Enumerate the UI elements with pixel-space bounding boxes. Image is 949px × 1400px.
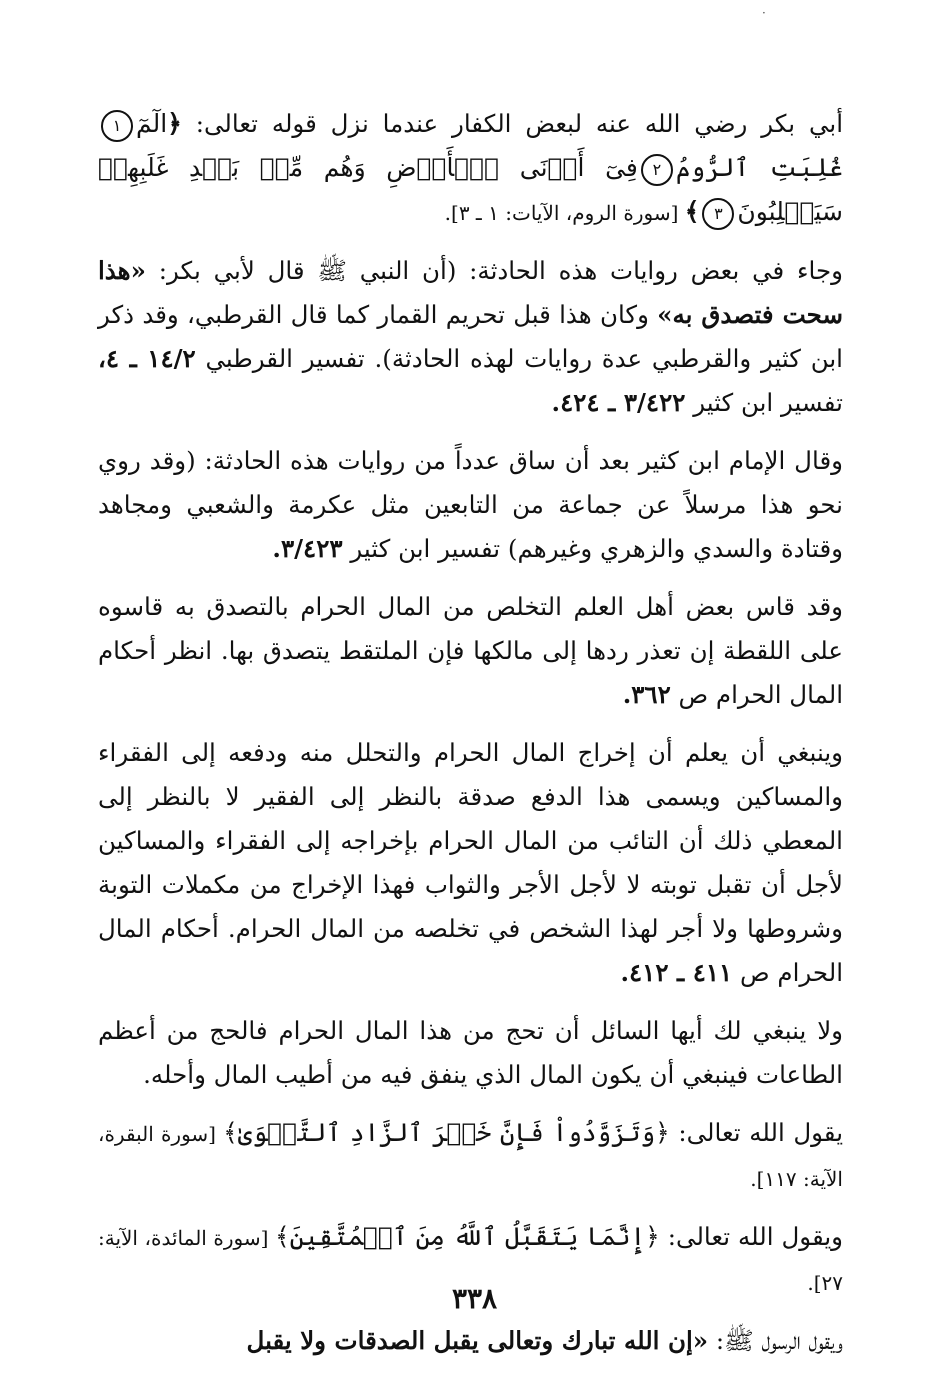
text: يقول الله تعالى:: [669, 1118, 844, 1147]
citation: ٣/٤٢٢ ـ ٤٢٤.: [551, 388, 686, 417]
citation: ١٤/٢ ـ ٤،: [98, 344, 196, 373]
paragraph-3: [98, 439, 843, 571]
ayah-number-mark: ١: [101, 110, 133, 142]
text: ويقول الرسول ﷺ:: [708, 1326, 843, 1355]
paragraph-6: [98, 1009, 843, 1097]
citation: ٣٦٢.: [622, 680, 671, 709]
text: ولا ينبغي لك أيها السائل أن تحج من هذا المال الحرام فالحج من أعظم الطاعات فينبغي أن يكون المال الذي ينفق فيه من أطيب المال وأحله.: [98, 1016, 843, 1089]
paragraph-5: [98, 731, 843, 995]
quran-text: فِىٓ أَدۡنَى ٱلۡأَرۡضِ وَهُم مِّنۢ بَعۡدِ غَلَبِهِمۡ سَيَغۡلِبُونَ: [98, 153, 843, 226]
paragraph-7: [98, 1111, 843, 1201]
hadith-quote: «إن الله تبارك وتعالى يقبل الصدقات ولا يقبل: [246, 1326, 709, 1355]
hadith-quote: «هذا سحت فتصدق به»: [98, 256, 843, 329]
paragraph-1: [98, 102, 843, 235]
text: وقد قاس بعض أهل العلم التخلص من المال الحرام بالتصدق به قاسوه على اللقطة إن تعذر ردها إلى مالكها فإن الملتقط يتصدق بها. انظر أحكام المال الحرام ص: [98, 592, 843, 709]
quran-bracket-open: ﴿: [167, 109, 182, 138]
paragraph-4: [98, 585, 843, 717]
quran-verse: ﴿وَتَزَوَّدُواْ فَإِنَّ خَيۡرَ ٱلزَّادِ ٱلتَّقۡوَىٰ﴾: [223, 1118, 670, 1147]
text: أبي بكر رضي الله عنه لبعض الكفار عندما نزل قوله تعالى:: [181, 109, 843, 138]
scan-speck: ·: [762, 6, 766, 20]
text: وقال الإمام ابن كثير بعد أن ساق عدداً من روايات هذه الحادثة: (وقد روي نحو هذا مرسلاً عن جماعة من التابعين مثل عكرمة والشعبي ومجاهد وقتادة والسدي والزهري وغيرهم) تفسير ابن كثير: [98, 446, 843, 563]
text: وجاء في بعض روايات هذه الحادثة: (أن النبي ﷺ قال لأبي بكر:: [145, 256, 843, 285]
surah-reference: [سورة البقرة، الآية: ١١٧].: [98, 1122, 843, 1191]
text: تفسير ابن كثير: [685, 388, 843, 417]
surah-reference: [سورة المائدة، الآية: ٢٧].: [98, 1226, 843, 1295]
paragraph-9: [98, 1319, 843, 1363]
ayah-number-mark: ٣: [702, 198, 734, 230]
citation: ٤١١ ـ ٤١٢.: [620, 958, 733, 987]
quran-text: الٓمٓ: [136, 109, 168, 138]
text: وكان هذا قبل تحريم القمار كما قال القرطبي، وقد ذكر ابن كثير والقرطبي عدة روايات لهذه الحادثة). تفسير القرطبي: [98, 300, 843, 373]
quran-bracket-close: ﴾: [684, 197, 700, 226]
ayah-number-mark: ٢: [641, 154, 673, 186]
page-number: ٣٣٨: [451, 1282, 498, 1315]
text: ويقول الله تعالى:: [659, 1222, 843, 1251]
quran-text: غُلِبَتِ ٱلرُّومُ: [675, 153, 843, 182]
text: وينبغي أن يعلم أن إخراج المال الحرام والتحلل منه ودفعه إلى الفقراء والمساكين ويسمى هذا الدفع صدقة بالنظر إلى الفقير لا بالنظر إلى المعطي ذلك أن التائب من المال الحرام بإخراجه إلى الفقراء والمساكين لأجل أن تقبل توبته لا لأجل الأجر والثواب فهذا الإخراج من مكملات التوبة وشروطها ولا أجر لهذا الشخص في تخلصه من المال الحرام. أحكام المال الحرام ص: [98, 738, 843, 987]
paragraph-2: [98, 249, 843, 425]
quran-verse: ﴿إِنَّمَا يَتَقَبَّلُ ٱللَّهُ مِنَ ٱلۡمُتَّقِينَ﴾: [274, 1222, 660, 1251]
surah-reference: [سورة الروم، الآيات: ١ ـ ٣].: [444, 201, 685, 225]
citation: ٣/٤٢٣.: [272, 534, 343, 563]
